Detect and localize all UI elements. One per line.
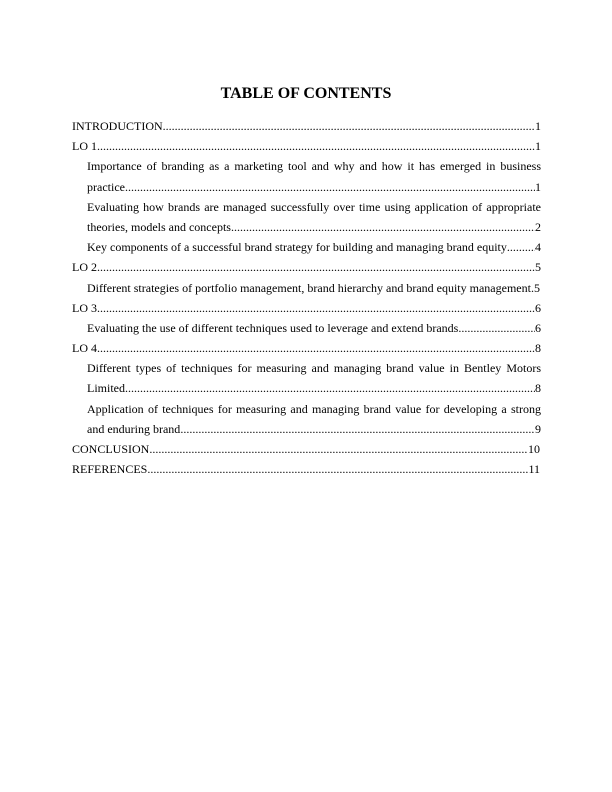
toc-entry-application-techniques[interactable] [72, 399, 541, 439]
toc-entry-importance-of-branding[interactable] [72, 156, 541, 196]
toc-page-number: 1 [535, 139, 541, 154]
toc-entry-bentley-techniques[interactable] [72, 358, 541, 398]
toc-page-number: 5 [535, 260, 541, 275]
toc-entry-label: Different strategies of portfolio management, brand hierarchy and brand equity management. [87, 280, 534, 295]
toc-entry-lo3[interactable] [72, 298, 541, 318]
dot-leader [97, 298, 535, 318]
toc-entry-label: Key components of a successful brand strategy for building and managing brand equity [87, 240, 507, 255]
toc-entry-key-components[interactable] [72, 237, 541, 257]
dot-leader [147, 459, 528, 479]
toc-entry-label: INTRODUCTION [72, 119, 163, 133]
dot-leader [507, 237, 535, 257]
toc-title: TABLE OF CONTENTS [220, 85, 392, 102]
toc-entry-introduction[interactable] [72, 116, 541, 136]
toc-entry-portfolio-management[interactable] [72, 278, 541, 298]
toc-page-number: 8 [535, 381, 541, 396]
toc-page-number: 4 [535, 240, 541, 255]
toc-entry-label-line1: Importance of branding as a marketing tool and why and how it has emerged in business [87, 159, 541, 174]
toc-page-number: 1 [535, 119, 541, 133]
dot-leader [180, 419, 535, 439]
dot-leader [97, 338, 535, 358]
toc-entry-leverage-extend[interactable] [72, 318, 541, 338]
toc-page-number: 8 [535, 341, 541, 356]
toc-entry-label: Evaluating the use of different techniques used to leverage and extend brands [87, 320, 459, 335]
dot-leader [125, 378, 535, 398]
toc-entry-evaluating-brands[interactable] [72, 197, 541, 237]
toc-entry-label-line1: Application of techniques for measuring and managing brand value for developing a strong [87, 401, 541, 416]
toc-entry-label: LO 4 [72, 341, 97, 356]
dot-leader [458, 318, 535, 338]
toc-entry-conclusion[interactable] [72, 439, 541, 459]
dot-leader [97, 257, 535, 277]
toc-page-number: 1 [535, 179, 541, 194]
toc-entry-lo2[interactable] [72, 257, 541, 277]
toc-entry-label: LO 3 [72, 300, 97, 315]
toc-page-number: 11 [528, 462, 540, 477]
toc-page-number: 6 [535, 320, 541, 335]
toc-entry-lo4[interactable] [72, 338, 541, 358]
toc-entry-label-line1: Different types of techniques for measuring and managing brand value in Bentley Motors [87, 361, 541, 376]
dot-leader [97, 136, 535, 156]
toc-page-number: 2 [535, 219, 541, 234]
toc-entry-label-line2: theories, models and concepts [87, 219, 231, 234]
toc-page-number: 6 [535, 300, 541, 315]
dot-leader [163, 116, 535, 136]
toc-page-number: 10 [528, 442, 540, 457]
toc-entry-label-line1: Evaluating how brands are managed successfully over time using application of appropriate [87, 199, 541, 214]
toc-page-number: 9 [535, 421, 541, 436]
toc-page-number: 5 [533, 280, 540, 295]
toc-entry-label-line2: Limited [87, 381, 125, 396]
dot-leader [125, 177, 535, 197]
toc-entry-label: LO 1 [72, 139, 97, 154]
dot-leader [149, 439, 528, 459]
toc-entry-label-line2: practice [87, 179, 125, 194]
toc-entry-label: LO 2 [72, 260, 97, 275]
table-of-contents [72, 116, 541, 479]
toc-entry-lo1[interactable] [72, 136, 541, 156]
dot-leader [231, 217, 535, 237]
toc-entry-label-line2: and enduring brand [87, 421, 181, 436]
toc-entry-label: CONCLUSION [72, 442, 150, 457]
toc-entry-label: REFERENCES [72, 462, 148, 477]
toc-entry-references[interactable] [72, 459, 541, 479]
